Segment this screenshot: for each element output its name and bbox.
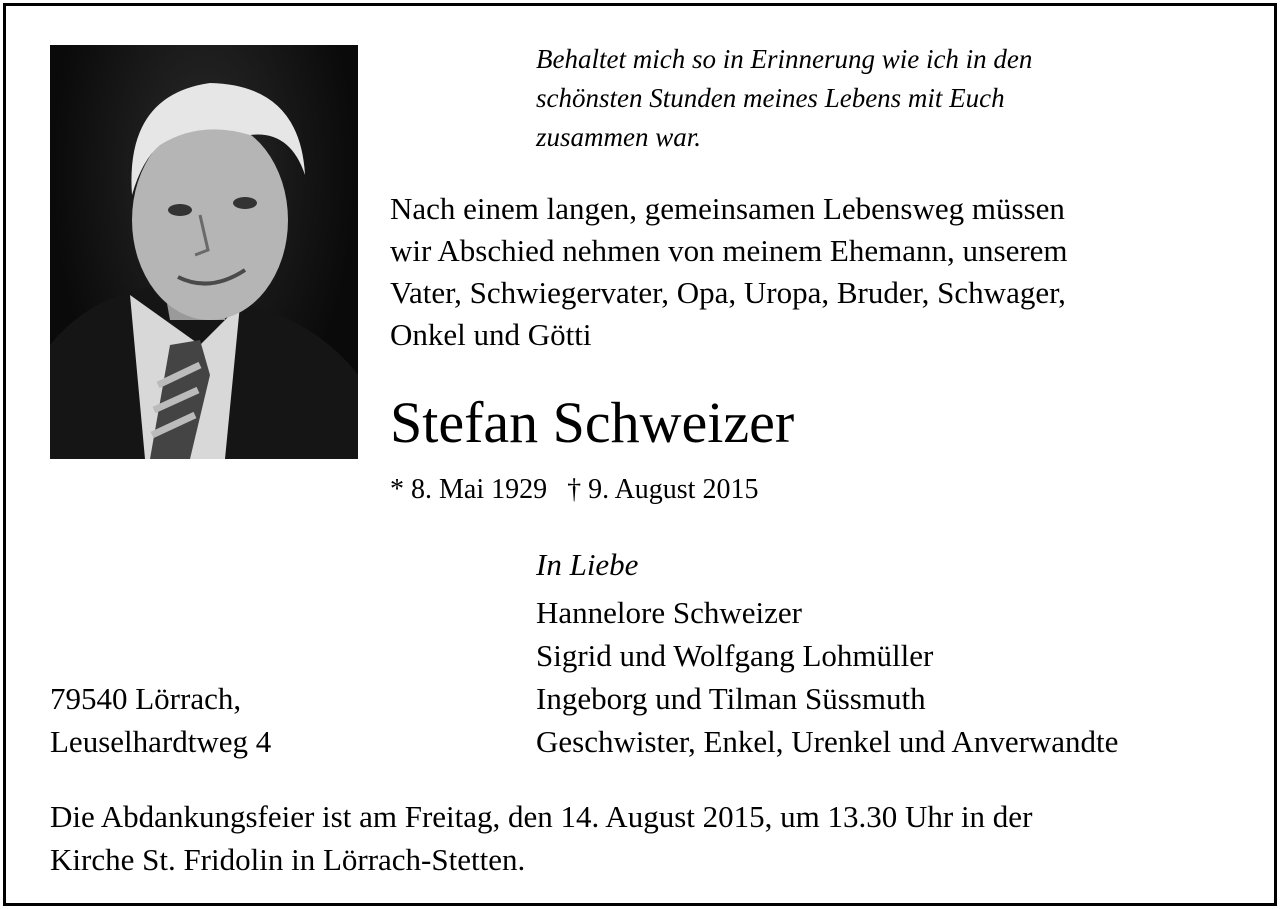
ceremony-line: Die Abdankungsfeier ist am Freitag, den 14. August 2015, um 13.30 Uhr in der bbox=[50, 799, 1033, 834]
mourner-name: Hannelore Schweizer bbox=[536, 595, 802, 630]
ceremony-info bbox=[50, 795, 1240, 881]
birth-date: * 8. Mai 1929 bbox=[390, 474, 548, 505]
announcement-line: wir Abschied nehmen von meinem Ehemann, unserem bbox=[390, 233, 1068, 268]
mourner-name: Sigrid und Wolfgang Lohmüller bbox=[536, 638, 934, 673]
mourners-heading: In Liebe bbox=[536, 547, 639, 582]
address bbox=[50, 677, 271, 763]
address-city: 79540 Lörrach, bbox=[50, 681, 242, 716]
deceased-name: Stefan Schweizer bbox=[390, 390, 795, 455]
quote-line: schönsten Stunden meines Lebens mit Euch bbox=[536, 83, 1005, 113]
announcement-text bbox=[390, 188, 1250, 356]
mourner-name: Ingeborg und Tilman Süssmuth bbox=[536, 681, 926, 716]
memorial-quote bbox=[536, 40, 1216, 157]
quote-line: Behaltet mich so in Erinnerung wie ich in den bbox=[536, 44, 1033, 74]
address-street: Leuselhardtweg 4 bbox=[50, 724, 272, 759]
mourners-list bbox=[536, 591, 1118, 763]
announcement-line: Vater, Schwiegervater, Opa, Uropa, Bruder, Schwager, bbox=[390, 275, 1066, 310]
ceremony-line: Kirche St. Fridolin in Lörrach-Stetten. bbox=[50, 842, 526, 877]
announcement-line: Onkel und Götti bbox=[390, 317, 592, 352]
death-date: † 9. August 2015 bbox=[567, 474, 759, 505]
portrait-photo bbox=[50, 45, 358, 459]
mourner-name: Geschwister, Enkel, Urenkel und Anverwandte bbox=[536, 724, 1119, 759]
life-dates bbox=[390, 472, 778, 508]
announcement-line: Nach einem langen, gemeinsamen Lebensweg müssen bbox=[390, 191, 1065, 226]
quote-line: zusammen war. bbox=[536, 122, 702, 152]
